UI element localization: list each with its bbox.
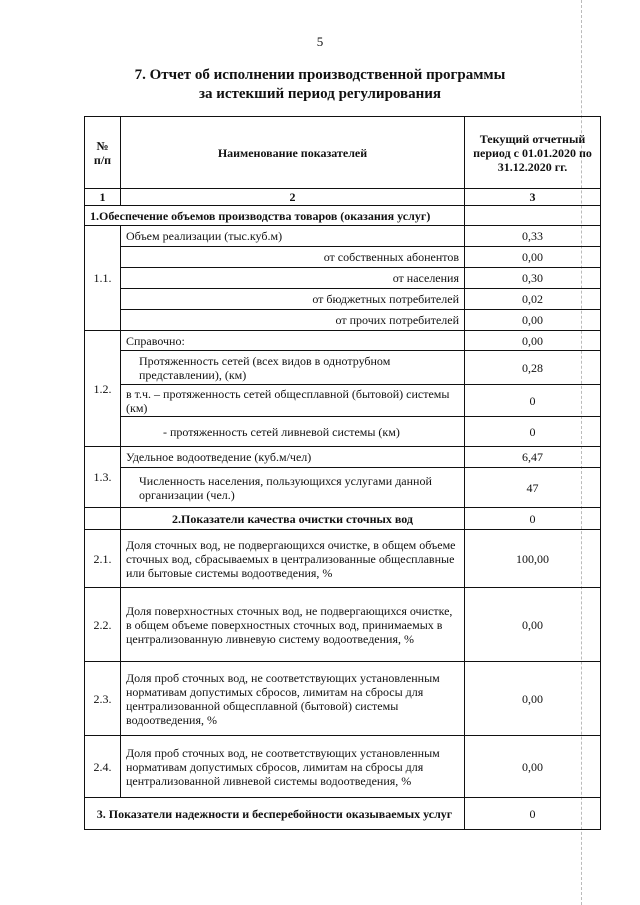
header-period: Текущий отчетный период с 01.01.2020 по 31.12.2020 гг. [465,117,601,189]
header-indicator-name: Наименование показателей [121,117,465,189]
report-title-line1: 7. Отчет об исполнении производственной программы [134,67,506,83]
column-number-2: 2 [121,189,465,206]
row-value: 0,30 [465,268,601,289]
table-row [85,331,601,351]
section1-title: 1.Обеспечение объемов производства товаров (оказания услуг) [85,206,465,226]
table-row [85,468,601,508]
row-value: 0,00 [465,310,601,331]
table-row [85,268,601,289]
row-number-1-2: 1.2. [85,331,121,447]
column-number-3: 3 [465,189,601,206]
row-label: - протяженность сетей ливневой системы (км) [121,417,465,447]
table-row [85,385,601,417]
report-table [84,116,601,830]
row-label: от бюджетных потребителей [121,289,465,310]
row-number-1-3: 1.3. [85,447,121,508]
report-title [0,66,640,104]
row-label: Доля проб сточных вод, не соответствующих установленным нормативам допустимых сбросов, лимитам на сбросы для централизованной ливневой системы водоотведения, % [121,736,465,798]
row-label: Удельное водоотведение (куб.м/чел) [121,447,465,468]
row-label: Объем реализации (тыс.куб.м) [121,226,465,247]
table-row [85,417,601,447]
section2-title: 2.Показатели качества очистки сточных вод [121,508,465,530]
page-number: 5 [316,34,324,49]
row-label: от собственных абонентов [121,247,465,268]
table-row [85,310,601,331]
row-value: 6,47 [465,447,601,468]
row-label: Численность населения, пользующихся услугами данной организации (чел.) [121,468,465,508]
section2-empty-number [85,508,121,530]
column-numbers-row [85,189,601,206]
row-value: 0,00 [465,247,601,268]
table-row [85,588,601,662]
section3-value: 0 [465,798,601,830]
table-row [85,226,601,247]
table-row [85,289,601,310]
section2-title-row [85,508,601,530]
row-value: 0 [465,417,601,447]
row-value: 100,00 [465,530,601,588]
row-label: в т.ч. – протяженность сетей общесплавной (бытовой) системы (км) [121,385,465,417]
row-label: Справочно: [121,331,465,351]
table-row [85,351,601,385]
row-value: 0,02 [465,289,601,310]
table-header-row [85,117,601,189]
section1-title-row [85,206,601,226]
column-number-1: 1 [85,189,121,206]
section1-value [465,206,601,226]
row-value: 0,00 [465,662,601,736]
row-number-1-1: 1.1. [85,226,121,331]
row-value: 0,00 [465,331,601,351]
row-number: 2.3. [85,662,121,736]
row-label: от населения [121,268,465,289]
table-row [85,447,601,468]
row-label: Доля сточных вод, не подвергающихся очистке, в общем объеме сточных вод, сбрасываемых в централизованные общесплавные или бытовые системы водоотведения, % [121,530,465,588]
row-number: 2.2. [85,588,121,662]
row-label: Доля поверхностных сточных вод, не подвергающихся очистке, в общем объеме поверхностных сточных вод, принимаемых в централизованную ливневую систему водоотведения, % [121,588,465,662]
section3-title-row [85,798,601,830]
section2-value: 0 [465,508,601,530]
table-row [85,247,601,268]
row-label: от прочих потребителей [121,310,465,331]
header-number: № п/п [85,117,121,189]
row-value: 0,00 [465,588,601,662]
table-row [85,736,601,798]
row-number: 2.4. [85,736,121,798]
row-label: Протяженность сетей (всех видов в однотрубном представлении), (км) [121,351,465,385]
table-row [85,530,601,588]
row-label: Доля проб сточных вод, не соответствующих установленным нормативам допустимых сбросов, лимитам на сбросы для централизованной общесплавной (бытовой) системы водоотведения, % [121,662,465,736]
row-value: 0 [465,385,601,417]
row-value: 47 [465,468,601,508]
report-title-line2: за истекший период регулирования [198,86,442,102]
row-value: 0,33 [465,226,601,247]
section3-title: 3. Показатели надежности и бесперебойности оказываемых услуг [85,798,465,830]
row-value: 0,28 [465,351,601,385]
row-number: 2.1. [85,530,121,588]
table-row [85,662,601,736]
row-value: 0,00 [465,736,601,798]
